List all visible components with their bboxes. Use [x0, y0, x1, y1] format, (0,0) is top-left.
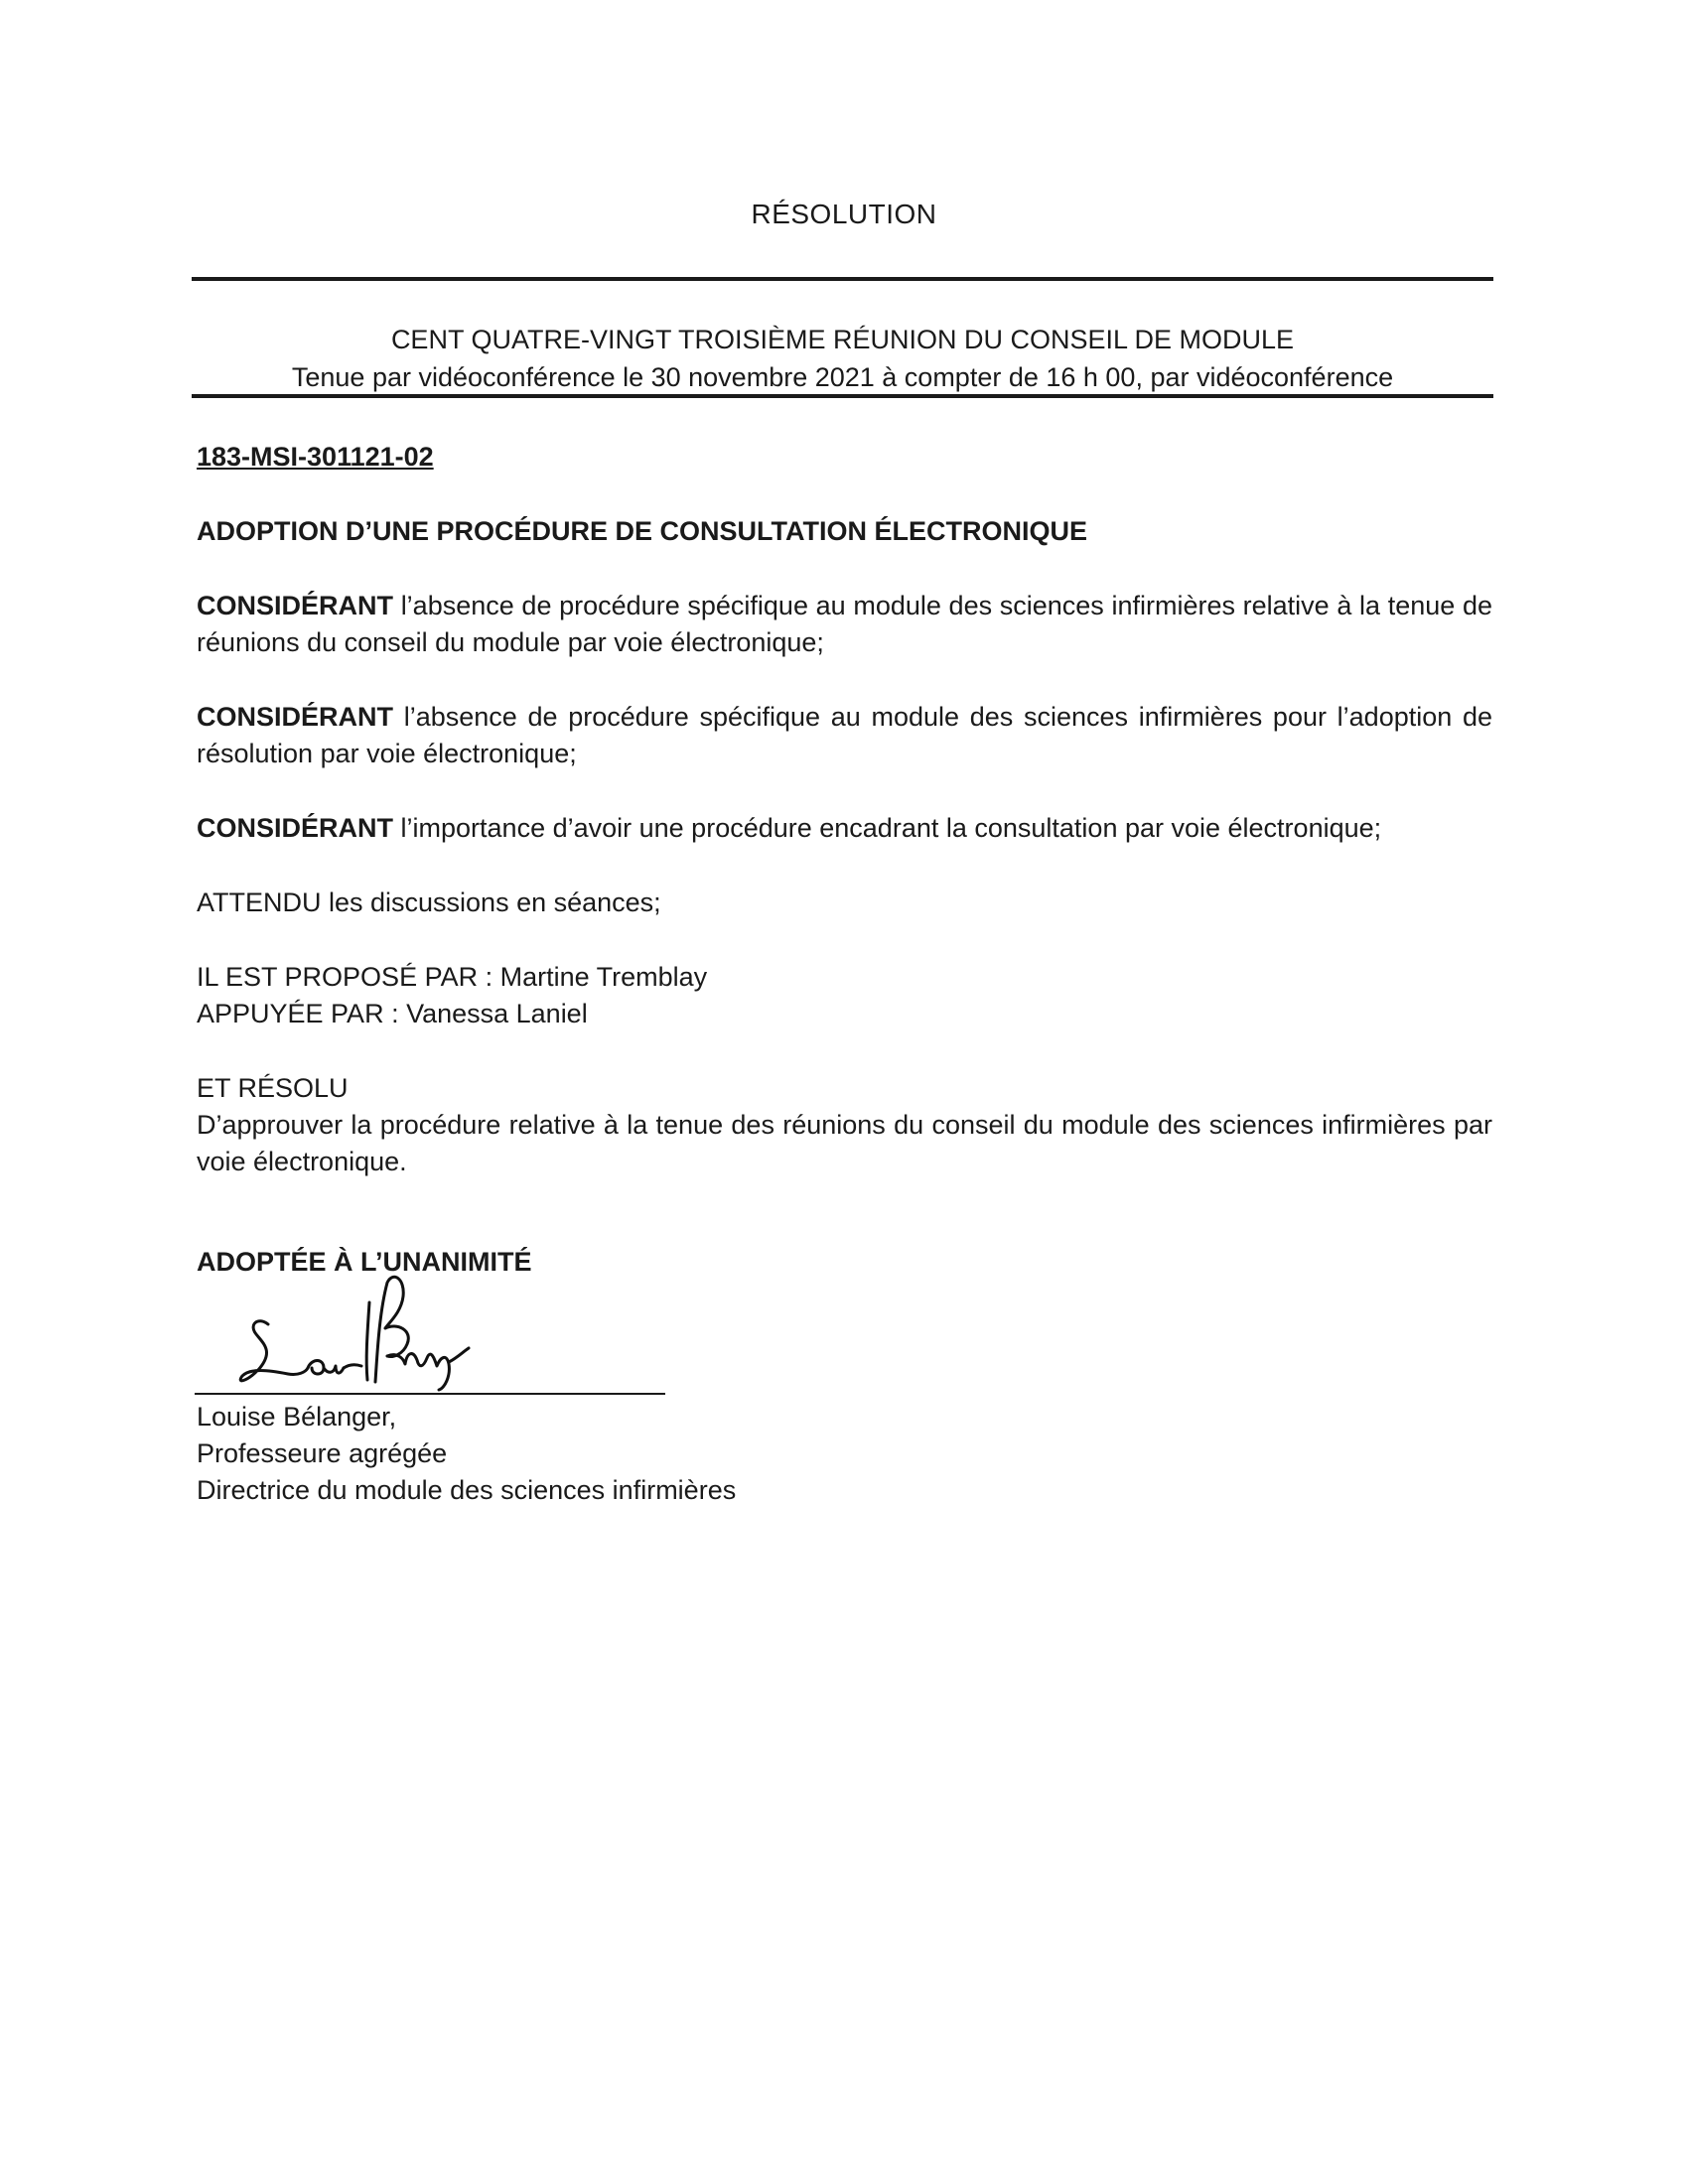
considerant-text: l’importance d’avoir une procédure encadrant la consultation par voie électronique; [400, 813, 1382, 843]
resolved-label: ET RÉSOLU [197, 1073, 349, 1103]
signatory-block [197, 1399, 736, 1509]
meeting-details: Tenue par vidéoconférence le 30 novembre 2021 à compter de 16 h 00, par vidéoconférence [291, 362, 1394, 392]
seconded-by: APPUYÉE PAR : Vanessa Laniel [197, 999, 588, 1028]
meeting-title: CENT QUATRE-VINGT TROISIÈME RÉUNION DU CONSEIL DE MODULE [390, 325, 1295, 354]
considerant-keyword: CONSIDÉRANT [197, 813, 394, 843]
handwritten-signature [228, 1273, 526, 1402]
attendu-clause: ATTENDU les discussions en séances; [197, 887, 661, 917]
resolution-body [197, 439, 1492, 1180]
bottom-rule [192, 394, 1493, 398]
resolved-text: D’approuver la procédure relative à la tenue des réunions du conseil du module des sciences infirmières par voie électronique. [197, 1110, 1492, 1176]
signatory-role: Directrice du module des sciences infirmières [197, 1475, 737, 1505]
considerant-2 [197, 699, 1492, 772]
resolved-block [197, 1070, 1492, 1180]
signatory-name: Louise Bélanger, [197, 1402, 397, 1432]
resolution-heading: ADOPTION D’UNE PROCÉDURE DE CONSULTATION ÉLECTRONIQUE [197, 516, 1088, 546]
top-rule [192, 277, 1493, 281]
proposer-block [197, 959, 1492, 1032]
signature-line [195, 1393, 665, 1395]
considerant-3 [197, 810, 1492, 847]
document-title: RÉSOLUTION [751, 199, 937, 229]
considerant-keyword: CONSIDÉRANT [197, 702, 394, 732]
adoption-status: ADOPTÉE À L’UNANIMITÉ [197, 1247, 532, 1277]
meeting-header [192, 321, 1493, 396]
proposed-by: IL EST PROPOSÉ PAR : Martine Tremblay [197, 962, 708, 992]
considerant-1 [197, 588, 1492, 661]
resolution-number: 183-MSI-301121-02 [197, 442, 434, 472]
signatory-title: Professeure agrégée [197, 1438, 448, 1468]
considerant-text: l’absence de procédure spécifique au module des sciences infirmières relative à la tenue de réunions du conseil du module par voie électronique; [197, 591, 1492, 657]
considerant-text: l’absence de procédure spécifique au module des sciences infirmières pour l’adoption de résolution par voie électronique; [197, 702, 1492, 768]
considerant-keyword: CONSIDÉRANT [197, 591, 394, 620]
